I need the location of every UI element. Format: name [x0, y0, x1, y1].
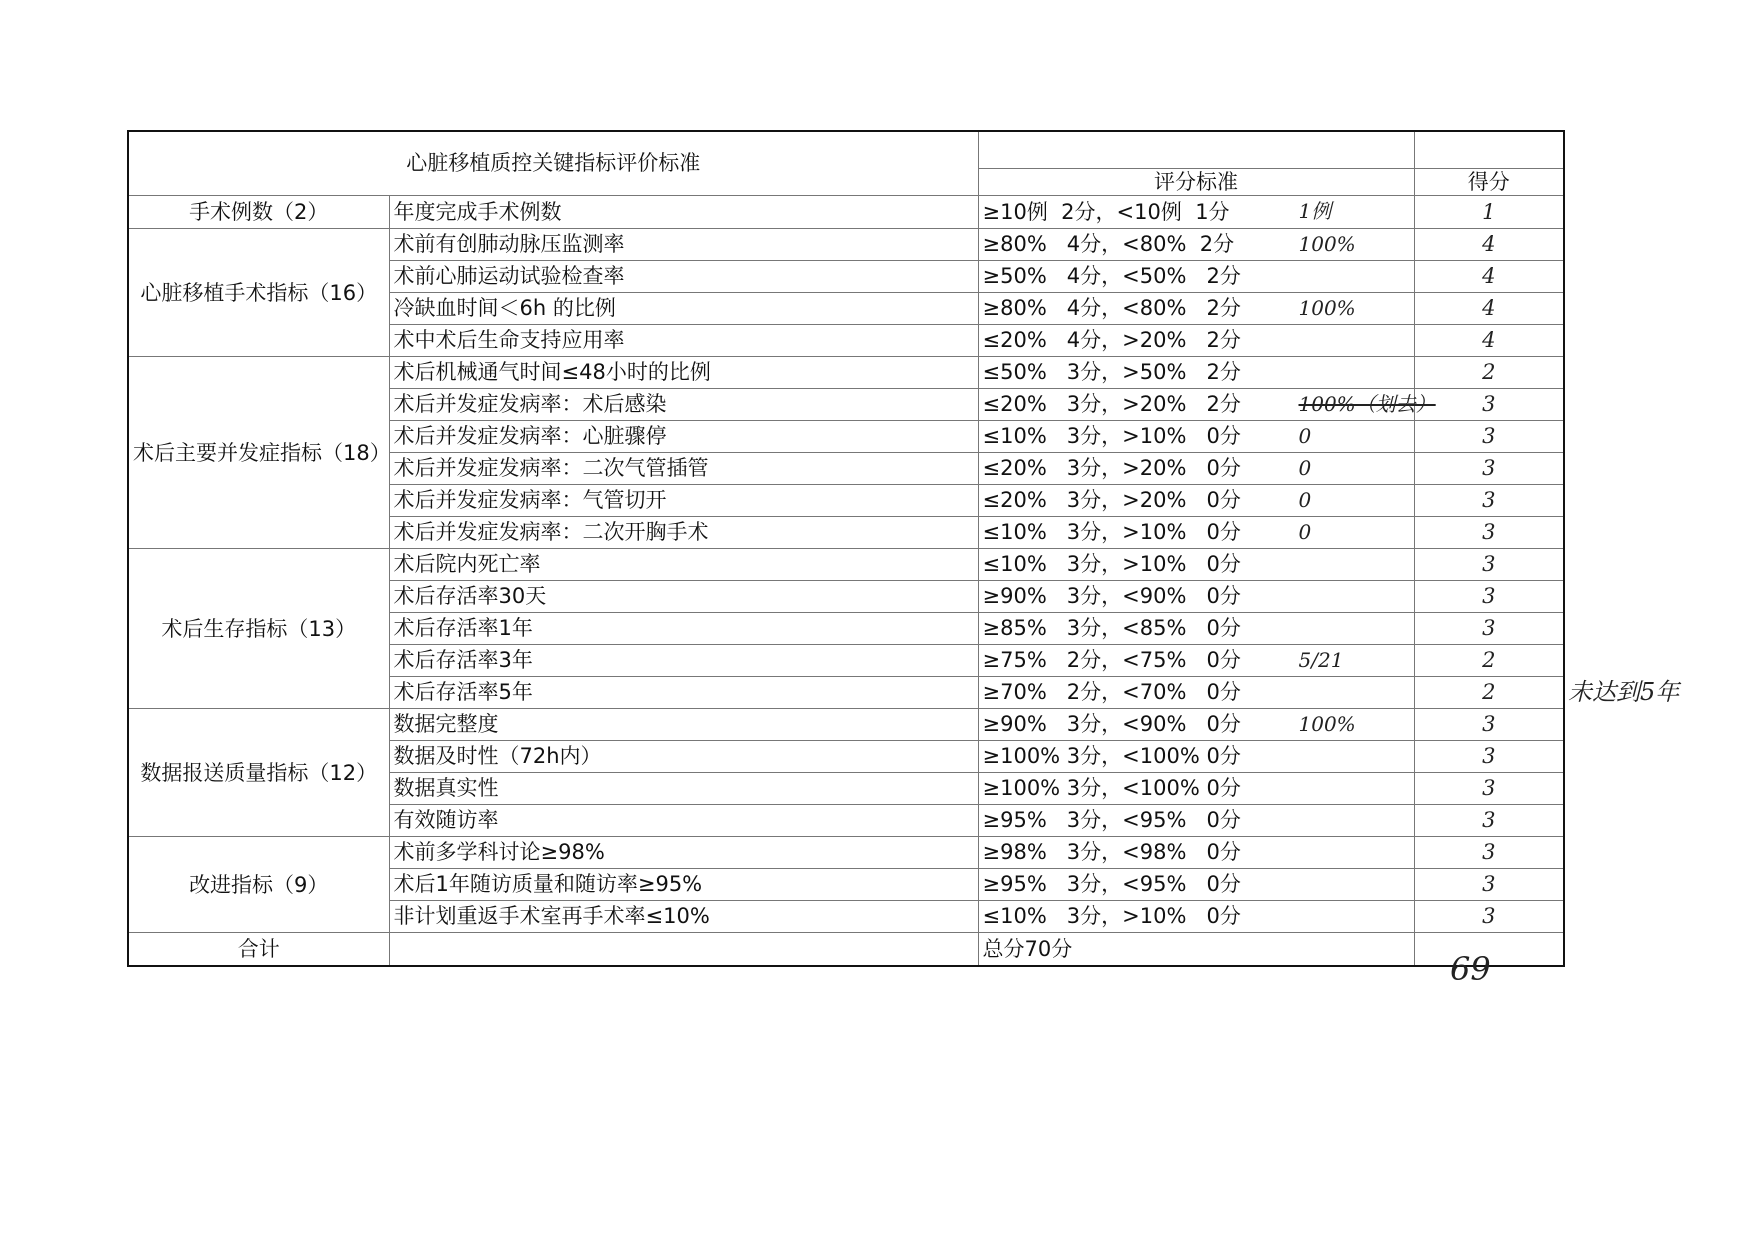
criteria-header: 评分标准: [978, 169, 1414, 196]
criteria-text: ≥95% 3分，<95% 0分: [982, 808, 1241, 832]
handwritten-note: 100%: [1298, 712, 1356, 736]
total-label: 合计: [128, 933, 389, 967]
criteria-cell: [978, 901, 1414, 933]
criteria-cell: [978, 389, 1436, 421]
score-cell: 3: [1414, 869, 1564, 901]
criteria-text: ≥90% 3分，<90% 0分: [982, 584, 1241, 608]
criteria-cell: [978, 613, 1414, 645]
criteria-cell: [978, 357, 1414, 389]
handwritten-note: 100%: [1298, 232, 1356, 256]
criteria-text: ≥10例 2分，<10例 1分: [982, 199, 1230, 224]
criteria-text: ≥85% 3分，<85% 0分: [982, 616, 1241, 640]
criteria-text: ≥80% 4分，<80% 2分: [982, 232, 1235, 256]
criteria-text: ≤10% 3分，>10% 0分: [982, 552, 1241, 576]
indicator-cell: 冷缺血时间＜6h 的比例: [389, 293, 978, 325]
score-cell: 2: [1414, 645, 1564, 677]
indicator-cell: 术后存活率3年: [389, 645, 978, 677]
indicator-cell: 术后存活率30天: [389, 581, 978, 613]
indicator-cell: 数据及时性（72h内）: [389, 741, 978, 773]
score-cell: 1: [1414, 196, 1564, 229]
score-cell: 3: [1414, 549, 1564, 581]
score-cell: 3: [1414, 389, 1564, 421]
indicator-cell: 非计划重返手术室再手术率≤10%: [389, 901, 978, 933]
score-cell: 4: [1414, 293, 1564, 325]
indicator-cell: 术后并发症发病率：二次开胸手术: [389, 517, 978, 549]
handwritten-note: 0: [1298, 488, 1312, 512]
criteria-cell: [978, 773, 1414, 805]
evaluation-table: [127, 130, 1565, 967]
criteria-cell: [978, 837, 1414, 869]
table-row: [128, 229, 1564, 261]
score-cell: 3: [1414, 901, 1564, 933]
table-row: [128, 357, 1564, 389]
criteria-cell: [978, 485, 1414, 517]
criteria-text: ≥98% 3分，<98% 0分: [982, 840, 1241, 864]
total-empty: [389, 933, 978, 967]
score-cell: 3: [1414, 517, 1564, 549]
handwritten-note: 1例: [1298, 199, 1332, 223]
score-cell: 3: [1414, 709, 1564, 741]
criteria-cell: [978, 805, 1414, 837]
indicator-cell: 术前有创肺动脉压监测率: [389, 229, 978, 261]
criteria-text: ≥50% 4分，<50% 2分: [982, 264, 1241, 288]
criteria-text: ≤20% 3分，>20% 0分: [982, 488, 1241, 512]
criteria-text: ≥100% 3分，<100% 0分: [982, 744, 1241, 768]
group-label: 心脏移植手术指标（16）: [128, 229, 389, 357]
criteria-text: ≥70% 2分，<70% 0分: [982, 680, 1241, 704]
criteria-text: ≤50% 3分，>50% 2分: [982, 360, 1241, 384]
score-cell: 3: [1414, 773, 1564, 805]
indicator-cell: 数据完整度: [389, 709, 978, 741]
criteria-cell: [978, 549, 1414, 581]
score-cell: 2: [1414, 357, 1564, 389]
criteria-text: ≤20% 4分，>20% 2分: [982, 328, 1241, 352]
indicator-cell: 术后并发症发病率：术后感染: [389, 389, 978, 421]
criteria-cell: [978, 261, 1414, 293]
title-row: [128, 131, 1564, 169]
criteria-text: ≥90% 3分，<90% 0分: [982, 712, 1241, 736]
score-cell: 3: [1414, 453, 1564, 485]
indicator-cell: 术中术后生命支持应用率: [389, 325, 978, 357]
indicator-cell: 术后院内死亡率: [389, 549, 978, 581]
criteria-cell: [978, 293, 1414, 325]
score-cell: 3: [1414, 421, 1564, 453]
score-cell: 3: [1414, 581, 1564, 613]
indicator-cell: 术后1年随访质量和随访率≥95%: [389, 869, 978, 901]
score-cell: 4: [1414, 229, 1564, 261]
handwritten-note: 0: [1298, 520, 1312, 544]
handwritten-note: 0: [1298, 456, 1312, 480]
handwritten-note: 0: [1298, 424, 1312, 448]
criteria-cell: [978, 869, 1414, 901]
score-cell: 3: [1414, 837, 1564, 869]
handwritten-side-note: 未达到5年: [1568, 678, 1680, 706]
indicator-cell: 术后并发症发病率：二次气管插管: [389, 453, 978, 485]
group-label: 数据报送质量指标（12）: [128, 709, 389, 837]
indicator-cell: 有效随访率: [389, 805, 978, 837]
criteria-text: ≥75% 2分，<75% 0分: [982, 648, 1241, 672]
indicator-cell: 术前心肺运动试验检查率: [389, 261, 978, 293]
indicator-cell: 术后存活率5年: [389, 677, 978, 709]
score-header: 得分: [1414, 169, 1564, 196]
group-label: 手术例数（2）: [128, 196, 389, 229]
criteria-cell: [978, 645, 1414, 677]
group-label: 术后生存指标（13）: [128, 549, 389, 709]
criteria-text: ≤10% 3分，>10% 0分: [982, 424, 1241, 448]
score-cell: 3: [1414, 613, 1564, 645]
header-spacer: [978, 131, 1414, 169]
criteria-text: ≤20% 3分，>20% 0分: [982, 456, 1241, 480]
score-cell: 3: [1414, 805, 1564, 837]
indicator-cell: 数据真实性: [389, 773, 978, 805]
criteria-text: ≤20% 3分，>20% 2分: [982, 392, 1241, 416]
handwritten-note: 100%（划去）: [1298, 392, 1436, 416]
indicator-cell: 术前多学科讨论≥98%: [389, 837, 978, 869]
table-row: [128, 549, 1564, 581]
criteria-cell: [978, 196, 1414, 229]
criteria-text: ≥95% 3分，<95% 0分: [982, 872, 1241, 896]
table-title: 心脏移植质控关键指标评价标准: [128, 131, 978, 196]
handwritten-note: 100%: [1298, 296, 1356, 320]
criteria-text: ≤10% 3分，>10% 0分: [982, 904, 1241, 928]
criteria-text: ≤10% 3分，>10% 0分: [982, 520, 1241, 544]
table-row: [128, 837, 1564, 869]
total-criteria: 总分70分: [978, 933, 1414, 967]
indicator-cell: 术后并发症发病率：气管切开: [389, 485, 978, 517]
indicator-cell: 年度完成手术例数: [389, 196, 978, 229]
handwritten-note: 5/21: [1298, 648, 1344, 672]
criteria-cell: [978, 677, 1414, 709]
indicator-cell: 术后并发症发病率：心脏骤停: [389, 421, 978, 453]
score-cell: 3: [1414, 741, 1564, 773]
criteria-cell: [978, 581, 1414, 613]
criteria-cell: [978, 517, 1414, 549]
criteria-cell: [978, 229, 1414, 261]
score-cell: 3: [1414, 485, 1564, 517]
indicator-cell: 术后机械通气时间≤48小时的比例: [389, 357, 978, 389]
score-cell: 2: [1414, 677, 1564, 709]
table-row: [128, 196, 1564, 229]
criteria-cell: [978, 325, 1414, 357]
group-label: 术后主要并发症指标（18）: [128, 357, 389, 549]
header-spacer: [1414, 131, 1564, 169]
criteria-cell: [978, 453, 1414, 485]
indicator-cell: 术后存活率1年: [389, 613, 978, 645]
criteria-cell: [978, 741, 1414, 773]
criteria-text: ≥100% 3分，<100% 0分: [982, 776, 1241, 800]
criteria-cell: [978, 709, 1414, 741]
criteria-text: ≥80% 4分，<80% 2分: [982, 296, 1241, 320]
score-cell: 4: [1414, 261, 1564, 293]
handwritten-total-score: 69: [1450, 950, 1491, 988]
total-row: [128, 933, 1564, 967]
score-cell: 4: [1414, 325, 1564, 357]
criteria-cell: [978, 421, 1414, 453]
table-row: [128, 709, 1564, 741]
group-label: 改进指标（9）: [128, 837, 389, 933]
